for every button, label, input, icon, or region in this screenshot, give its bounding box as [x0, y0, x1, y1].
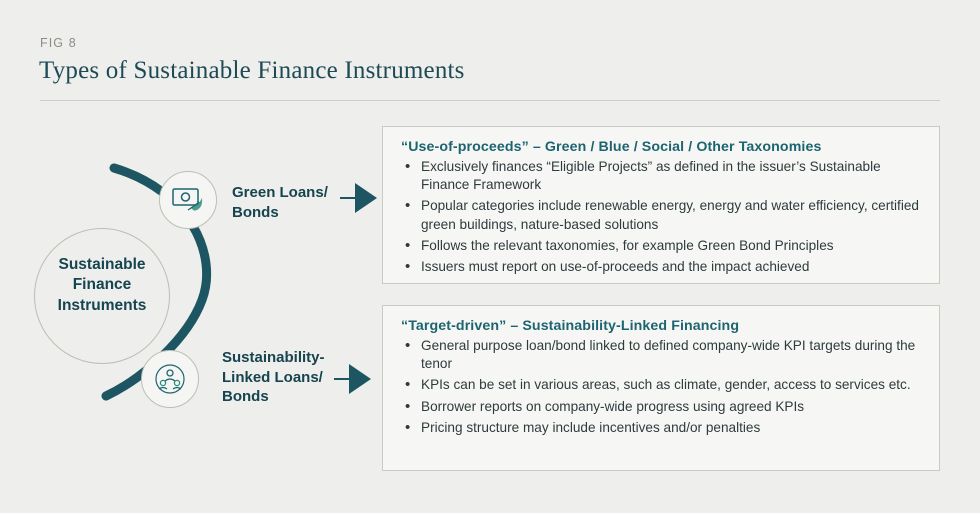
arrow-head-green — [355, 183, 377, 213]
list-item: • Follows the relevant taxonomies, for example Green Bond Principles — [399, 237, 923, 255]
panel-bullet-list — [399, 337, 923, 437]
list-item: • Pricing structure may include incentives and/or penalties — [399, 419, 923, 437]
node-label-green-loans: Green Loans/ Bonds — [232, 184, 328, 221]
list-item: • Exclusively finances “Eligible Projects” as defined in the issuer’s Sustainable Finance Framework — [399, 158, 923, 194]
list-item: • Borrower reports on company-wide progress using agreed KPIs — [399, 398, 923, 416]
list-item: • Popular categories include renewable energy, energy and water efficiency, certified green buildings, nature-based solutions — [399, 197, 923, 233]
panel-heading: “Use-of-proceeds” – Green / Blue / Social / Other Taxonomies — [401, 139, 822, 155]
panel-bullet-list — [399, 158, 923, 276]
people-network-icon — [141, 350, 199, 408]
hub-label: Sustainable Finance Instruments — [57, 256, 147, 314]
money-leaf-icon — [159, 171, 217, 229]
list-item: • Issuers must report on use-of-proceeds and the impact achieved — [399, 258, 923, 276]
panel-target-driven — [382, 305, 940, 471]
list-item: • General purpose loan/bond linked to defined company-wide KPI targets during the tenor — [399, 337, 923, 373]
panel-heading: “Target-driven” – Sustainability-Linked Financing — [401, 318, 740, 334]
arrow-head-sll — [349, 364, 371, 394]
node-label-sll: Sustainability- Linked Loans/ Bonds — [222, 349, 325, 405]
panel-use-of-proceeds — [382, 126, 940, 284]
page-title: Types of Sustainable Finance Instruments — [39, 57, 465, 84]
list-item: • KPIs can be set in various areas, such as climate, gender, access to services etc. — [399, 376, 923, 394]
title-divider — [40, 100, 940, 101]
figure-number: FIG 8 — [40, 36, 77, 50]
